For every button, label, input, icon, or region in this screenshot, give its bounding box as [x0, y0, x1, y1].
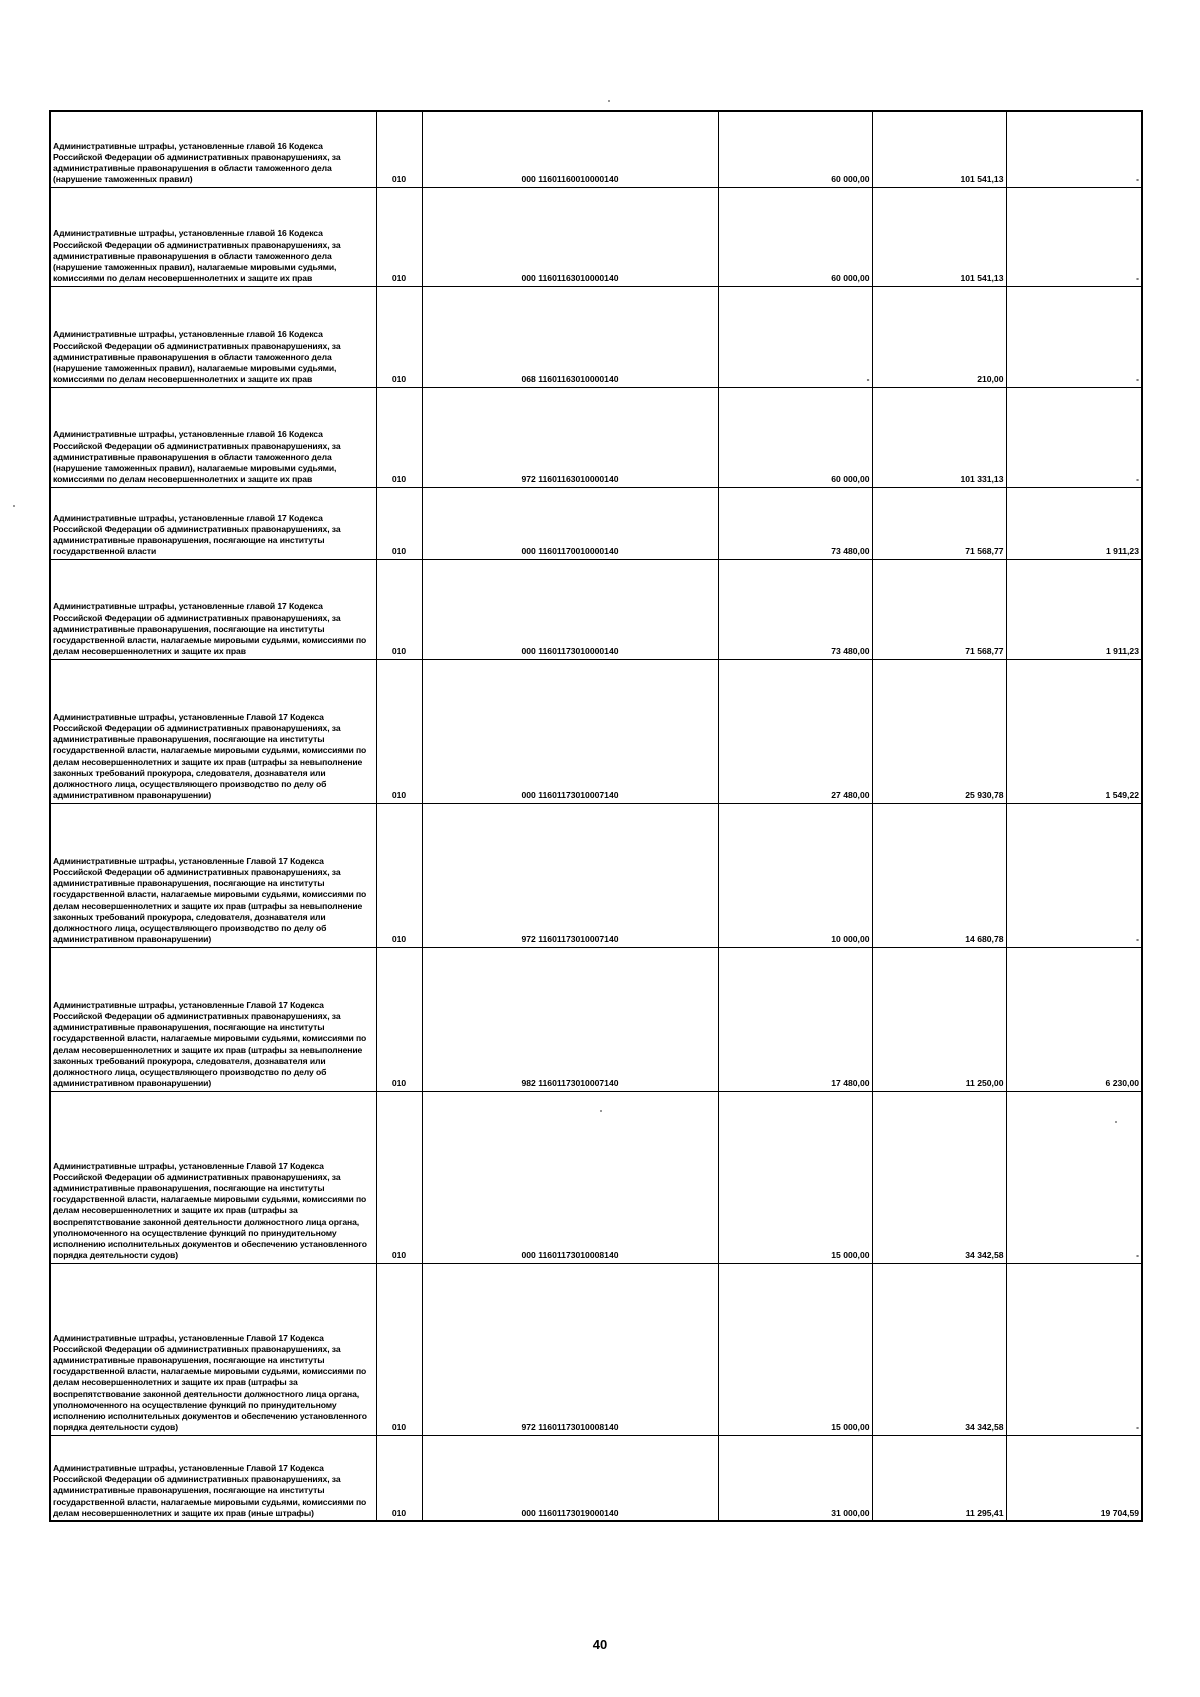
unexecuted-amount-cell: 1 911,23	[1006, 559, 1142, 659]
income-name-cell: Административные штрафы, установленные Главой 17 Кодекса Российской Федерации об административных правонарушениях, за административные правонарушения, посягающие на институты государственной власти, налагаемые мировыми судьями, комиссиями по делам несовершеннолетних и защите их прав (штрафы за невыполнение законных требований прокурора, следователя, дознавателя или должностного лица, осуществляющего производство по делу об административном правонарушении)	[50, 947, 376, 1091]
approved-amount-cell: 15 000,00	[718, 1263, 872, 1435]
line-code-cell: 010	[376, 487, 422, 559]
executed-amount-cell: 34 342,58	[872, 1263, 1006, 1435]
budget-code-cell: 000 11601173019000140	[422, 1435, 718, 1521]
approved-amount-cell: 73 480,00	[718, 559, 872, 659]
line-code-cell: 010	[376, 1091, 422, 1263]
table-row	[50, 286, 1142, 387]
executed-amount-cell: 25 930,78	[872, 659, 1006, 803]
unexecuted-amount-cell: -	[1006, 1263, 1142, 1435]
approved-amount-cell: 60 000,00	[718, 111, 872, 187]
line-code-cell: 010	[376, 286, 422, 387]
income-name-cell: Административные штрафы, установленные главой 17 Кодекса Российской Федерации об административных правонарушениях, за административные правонарушения, посягающие на институты государственной власти	[50, 487, 376, 559]
line-code-cell: 010	[376, 111, 422, 187]
budget-code-cell: 000 11601173010000140	[422, 559, 718, 659]
table-row	[50, 387, 1142, 487]
budget-code-cell: 972 11601173010007140	[422, 803, 718, 947]
income-name-cell: Административные штрафы, установленные Главой 17 Кодекса Российской Федерации об административных правонарушениях, за административные правонарушения, посягающие на институты государственной власти, налагаемые мировыми судьями, комиссиями по делам несовершеннолетних и защите их прав (штрафы за воспрепятствование законной деятельности должностного лица органа, уполномоченного на осуществление функций по принудительному исполнению исполнительных документов и обеспечению установленного порядка деятельности судов)	[50, 1091, 376, 1263]
income-name-cell: Административные штрафы, установленные Главой 17 Кодекса Российской Федерации об административных правонарушениях, за административные правонарушения, посягающие на институты государственной власти, налагаемые мировыми судьями, комиссиями по делам несовершеннолетних и защите их прав (иные штрафы)	[50, 1435, 376, 1521]
budget-code-cell: 000 11601160010000140	[422, 111, 718, 187]
income-name-cell: Административные штрафы, установленные Главой 17 Кодекса Российской Федерации об административных правонарушениях, за административные правонарушения, посягающие на институты государственной власти, налагаемые мировыми судьями, комиссиями по делам несовершеннолетних и защите их прав (штрафы за невыполнение законных требований прокурора, следователя, дознавателя или должностного лица, осуществляющего производство по делу об административном правонарушении)	[50, 803, 376, 947]
line-code-cell: 010	[376, 187, 422, 286]
page-number: 40	[592, 1637, 608, 1652]
income-name-cell: Административные штрафы, установленные Главой 17 Кодекса Российской Федерации об административных правонарушениях, за административные правонарушения, посягающие на институты государственной власти, налагаемые мировыми судьями, комиссиями по делам несовершеннолетних и защите их прав (штрафы за невыполнение законных требований прокурора, следователя, дознавателя или должностного лица, осуществляющего производство по делу об административном правонарушении)	[50, 659, 376, 803]
unexecuted-amount-cell: 1 549,22	[1006, 659, 1142, 803]
income-name-cell: Административные штрафы, установленные Главой 17 Кодекса Российской Федерации об административных правонарушениях, за административные правонарушения, посягающие на институты государственной власти, налагаемые мировыми судьями, комиссиями по делам несовершеннолетних и защите их прав (штрафы за воспрепятствование законной деятельности должностного лица органа, уполномоченного на осуществление функций по принудительному исполнению исполнительных документов и обеспечению установленного порядка деятельности судов)	[50, 1263, 376, 1435]
table-row	[50, 487, 1142, 559]
income-name-cell: Административные штрафы, установленные главой 16 Кодекса Российской Федерации об административных правонарушениях, за административные правонарушения в области таможенного дела (нарушение таможенных правил), налагаемые мировыми судьями, комиссиями по делам несовершеннолетних и защите их прав	[50, 387, 376, 487]
line-code-cell: 010	[376, 1435, 422, 1521]
budget-code-cell: 068 11601163010000140	[422, 286, 718, 387]
budget-code-cell: 000 11601170010000140	[422, 487, 718, 559]
approved-amount-cell: 60 000,00	[718, 187, 872, 286]
budget-code-cell: 000 11601163010000140	[422, 187, 718, 286]
unexecuted-amount-cell: 6 230,00	[1006, 947, 1142, 1091]
approved-amount-cell: 17 480,00	[718, 947, 872, 1091]
approved-amount-cell: 10 000,00	[718, 803, 872, 947]
unexecuted-amount-cell: 19 704,59	[1006, 1435, 1142, 1521]
unexecuted-amount-cell: -	[1006, 803, 1142, 947]
income-name-cell: Административные штрафы, установленные главой 16 Кодекса Российской Федерации об административных правонарушениях, за административные правонарушения в области таможенного дела (нарушение таможенных правил)	[50, 111, 376, 187]
income-name-cell: Административные штрафы, установленные главой 17 Кодекса Российской Федерации об административных правонарушениях, за административные правонарушения, посягающие на институты государственной власти, налагаемые мировыми судьями, комиссиями по делам несовершеннолетних и защите их прав	[50, 559, 376, 659]
unexecuted-amount-cell: -	[1006, 286, 1142, 387]
line-code-cell: 010	[376, 659, 422, 803]
table-row	[50, 111, 1142, 187]
budget-code-cell: 000 11601173010008140	[422, 1091, 718, 1263]
approved-amount-cell: 60 000,00	[718, 387, 872, 487]
executed-amount-cell: 11 250,00	[872, 947, 1006, 1091]
unexecuted-amount-cell: -	[1006, 187, 1142, 286]
executed-amount-cell: 71 568,77	[872, 559, 1006, 659]
approved-amount-cell: 27 480,00	[718, 659, 872, 803]
table-row	[50, 559, 1142, 659]
line-code-cell: 010	[376, 803, 422, 947]
revenue-table	[49, 110, 1143, 1522]
income-name-cell: Административные штрафы, установленные главой 16 Кодекса Российской Федерации об административных правонарушениях, за административные правонарушения в области таможенного дела (нарушение таможенных правил), налагаемые мировыми судьями, комиссиями по делам несовершеннолетних и защите их прав	[50, 286, 376, 387]
scan-speck	[608, 100, 610, 102]
table-row	[50, 1435, 1142, 1521]
unexecuted-amount-cell: -	[1006, 1091, 1142, 1263]
approved-amount-cell: 73 480,00	[718, 487, 872, 559]
budget-code-cell: 982 11601173010007140	[422, 947, 718, 1091]
executed-amount-cell: 71 568,77	[872, 487, 1006, 559]
executed-amount-cell: 210,00	[872, 286, 1006, 387]
line-code-cell: 010	[376, 559, 422, 659]
executed-amount-cell: 11 295,41	[872, 1435, 1006, 1521]
table-row	[50, 1263, 1142, 1435]
executed-amount-cell: 34 342,58	[872, 1091, 1006, 1263]
unexecuted-amount-cell: -	[1006, 111, 1142, 187]
approved-amount-cell: 15 000,00	[718, 1091, 872, 1263]
executed-amount-cell: 101 541,13	[872, 111, 1006, 187]
line-code-cell: 010	[376, 1263, 422, 1435]
budget-code-cell: 972 11601163010000140	[422, 387, 718, 487]
approved-amount-cell: -	[718, 286, 872, 387]
table-row	[50, 659, 1142, 803]
executed-amount-cell: 101 541,13	[872, 187, 1006, 286]
table-row	[50, 187, 1142, 286]
scan-speck	[13, 505, 15, 507]
budget-code-cell: 000 11601173010007140	[422, 659, 718, 803]
table-row	[50, 1091, 1142, 1263]
unexecuted-amount-cell: 1 911,23	[1006, 487, 1142, 559]
line-code-cell: 010	[376, 947, 422, 1091]
table-row	[50, 947, 1142, 1091]
unexecuted-amount-cell: -	[1006, 387, 1142, 487]
approved-amount-cell: 31 000,00	[718, 1435, 872, 1521]
budget-code-cell: 972 11601173010008140	[422, 1263, 718, 1435]
line-code-cell: 010	[376, 387, 422, 487]
executed-amount-cell: 101 331,13	[872, 387, 1006, 487]
executed-amount-cell: 14 680,78	[872, 803, 1006, 947]
income-name-cell: Административные штрафы, установленные главой 16 Кодекса Российской Федерации об административных правонарушениях, за административные правонарушения в области таможенного дела (нарушение таможенных правил), налагаемые мировыми судьями, комиссиями по делам несовершеннолетних и защите их прав	[50, 187, 376, 286]
table-row	[50, 803, 1142, 947]
